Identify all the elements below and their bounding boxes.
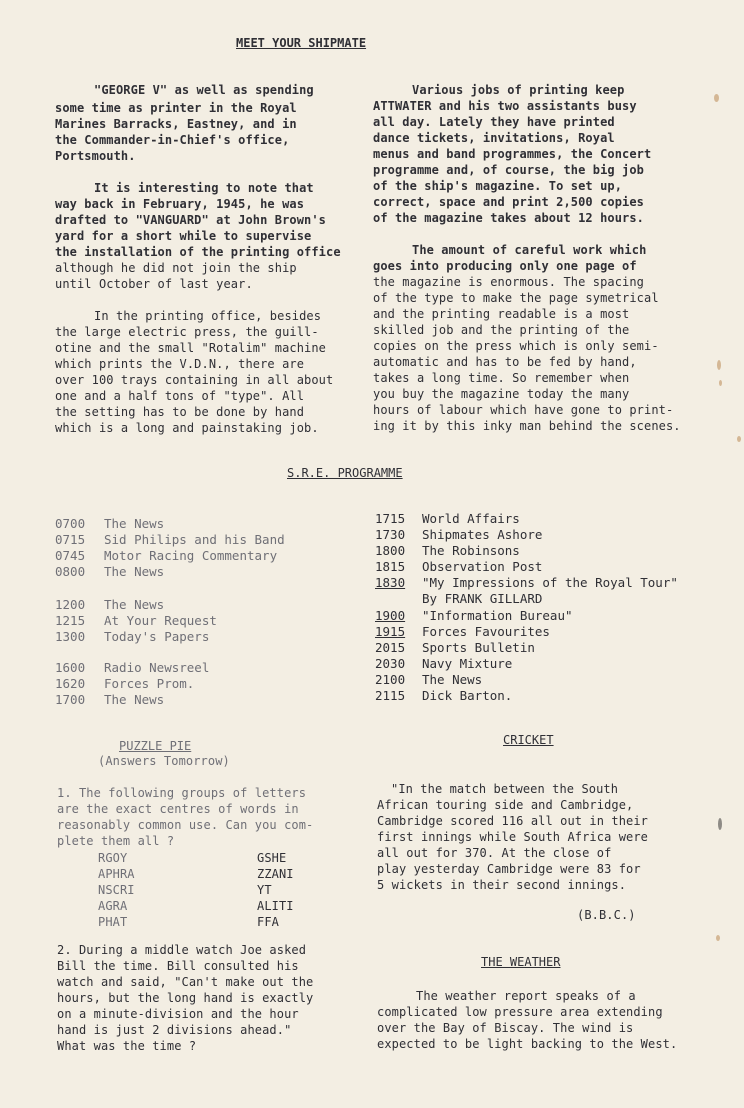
cricket-text: Cambridge scored 116 all out in their [377,814,649,828]
article-line: programme and, of course, the big job [373,163,645,177]
programme-title: The News [104,516,165,531]
programme-time: 1800 [375,543,406,558]
article-line: It is interesting to note that [94,181,314,195]
programme-title: At Your Request [104,613,217,628]
programme-title: The News [104,597,165,612]
puzzle-text: Bill the time. Bill consulted his [57,959,299,973]
programme-time: 0715 [55,532,86,547]
article-line: drafted to "VANGUARD" at John Brown's [55,213,327,227]
letter-group: APHRA [98,867,135,881]
article-line: way back in February, 1945, he was [55,197,305,211]
paper-stain [737,436,741,442]
programme-time: 1700 [55,692,86,707]
puzzle-text: on a minute-division and the hour [57,1007,299,1021]
article-line: some time as printer in the Royal [55,101,297,115]
programme-time: 2030 [375,656,406,671]
cricket-source: (B.B.C.) [577,908,636,922]
article-line: the magazine is enormous. The spacing [373,275,645,289]
article-line: correct, space and print 2,500 copies [373,195,645,209]
article-line: although he did not join the ship [55,261,297,275]
programme-title: Dick Barton. [422,688,513,703]
article-line: the setting has to be done by hand [55,405,305,419]
article-line: until October of last year. [55,277,253,291]
article-line: "GEORGE V" as well as spending [94,83,314,97]
letter-group: PHAT [98,915,128,929]
programme-time: 2115 [375,688,406,703]
page-title: MEET YOUR SHIPMATE [236,36,367,50]
programme-title: Sid Philips and his Band [104,532,285,547]
puzzle-text: are the exact centres of words in [57,802,299,816]
article-line: menus and band programmes, the Concert [373,147,652,161]
article-line: all day. Lately they have printed [373,115,615,129]
programme-title: Forces Prom. [104,676,195,691]
programme-time: 1600 [55,660,86,675]
weather-text: expected to be light backing to the West. [377,1037,678,1051]
programme-title: Motor Racing Commentary [104,548,278,563]
programme-time: 1715 [375,511,406,526]
programme-title: The News [104,564,165,579]
article-line: In the printing office, besides [94,309,322,323]
article-line: hours of labour which have gone to print- [373,403,674,417]
paper-stain [717,360,721,370]
article-line: and the printing readable is a most [373,307,630,321]
puzzle-text: 1. The following groups of letters [57,786,307,800]
programme-title: The News [104,692,165,707]
programme-title: "Information Bureau" [422,608,573,623]
programme-time: 2015 [375,640,406,655]
cricket-text: first innings while South Africa were [377,830,649,844]
article-line: otine and the small "Rotalim" machine [55,341,327,355]
programme-title: Observation Post [422,559,543,574]
programme-title: "My Impressions of the Royal Tour" [422,575,678,590]
letter-group: ALITI [257,899,294,913]
letter-group: RGOY [98,851,128,865]
cricket-text: all out for 370. At the close of [377,846,612,860]
puzzle-text: plete them all ? [57,834,175,848]
article-line: takes a long time. So remember when [373,371,630,385]
programme-time: 1300 [55,629,86,644]
article-line: yard for a short while to supervise [55,229,312,243]
programme-time: 2100 [375,672,406,687]
paper-stain [719,380,722,386]
programme-heading: S.R.E. PROGRAMME [287,466,403,480]
programme-title: Radio Newsreel [104,660,210,675]
article-line: the installation of the printing office [55,245,341,259]
letter-group: NSCRI [98,883,135,897]
article-line: which is a long and painstaking job. [55,421,319,435]
letter-group: AGRA [98,899,128,913]
article-line: which prints the V.D.N., there are [55,357,305,371]
article-line: Various jobs of printing keep [412,83,625,97]
paper-stain [718,818,722,830]
article-line: of the magazine takes about 12 hours. [373,211,645,225]
programme-time: 0700 [55,516,86,531]
article-line: The amount of careful work which [412,243,647,257]
programme-time: 0800 [55,564,86,579]
paper-stain [716,935,720,941]
programme-time: 1915 [375,624,406,639]
programme-title: Sports Bulletin [422,640,535,655]
letter-group: FFA [257,915,279,929]
article-line: of the ship's magazine. To set up, [373,179,623,193]
puzzle-text: hours, but the long hand is exactly [57,991,314,1005]
article-line: Marines Barracks, Eastney, and in [55,117,297,131]
programme-title: World Affairs [422,511,520,526]
programme-title: Today's Papers [104,629,210,644]
article-line: skilled job and the printing of the [373,323,630,337]
article-line: you buy the magazine today the many [373,387,630,401]
cricket-text: African touring side and Cambridge, [377,798,634,812]
programme-title: The News [422,672,483,687]
programme-title: Forces Favourites [422,624,550,639]
programme-time: 0745 [55,548,86,563]
puzzle-text: hand is just 2 divisions ahead." [57,1023,292,1037]
letter-group: GSHE [257,851,287,865]
article-line: copies on the press which is only semi- [373,339,659,353]
puzzle-text: What was the time ? [57,1039,197,1053]
article-line: of the type to make the page symetrical [373,291,659,305]
article-line: the Commander-in-Chief's office, [55,133,290,147]
weather-text: complicated low pressure area extending [377,1005,663,1019]
cricket-text: play yesterday Cambridge were 83 for [377,862,641,876]
programme-time: 1830 [375,575,406,590]
cricket-text: "In the match between the South [391,782,619,796]
puzzle-text: watch and said, "Can't make out the [57,975,314,989]
programme-time: 1620 [55,676,86,691]
cricket-text: 5 wickets in their second innings. [377,878,627,892]
programme-time: 1815 [375,559,406,574]
article-line: goes into producing only one page of [373,259,637,273]
programme-time: 1900 [375,608,406,623]
article-line: ATTWATER and his two assistants busy [373,99,637,113]
article-line: dance tickets, invitations, Royal [373,131,615,145]
programme-time: 1200 [55,597,86,612]
article-line: ing it by this inky man behind the scenes. [373,419,681,433]
letter-group: ZZANI [257,867,294,881]
cricket-heading: CRICKET [503,733,554,747]
article-line: automatic and has to be fed by hand, [373,355,637,369]
article-line: the large electric press, the guill- [55,325,319,339]
programme-title: By FRANK GILLARD [422,591,543,606]
paper-stain [714,94,719,102]
weather-heading: THE WEATHER [481,955,561,969]
puzzle-heading: PUZZLE PIE [119,739,192,753]
programme-title: Shipmates Ashore [422,527,543,542]
puzzle-subheading: (Answers Tomorrow) [98,754,230,768]
programme-title: Navy Mixture [422,656,513,671]
article-line: over 100 trays containing in all about [55,373,334,387]
article-line: Portsmouth. [55,149,136,163]
article-line: one and a half tons of "type". All [55,389,305,403]
programme-time: 1215 [55,613,86,628]
programme-title: The Robinsons [422,543,520,558]
puzzle-text: 2. During a middle watch Joe asked [57,943,307,957]
weather-text: The weather report speaks of a [416,989,636,1003]
letter-group: YT [257,883,272,897]
weather-text: over the Bay of Biscay. The wind is [377,1021,634,1035]
programme-time: 1730 [375,527,406,542]
puzzle-text: reasonably common use. Can you com- [57,818,314,832]
